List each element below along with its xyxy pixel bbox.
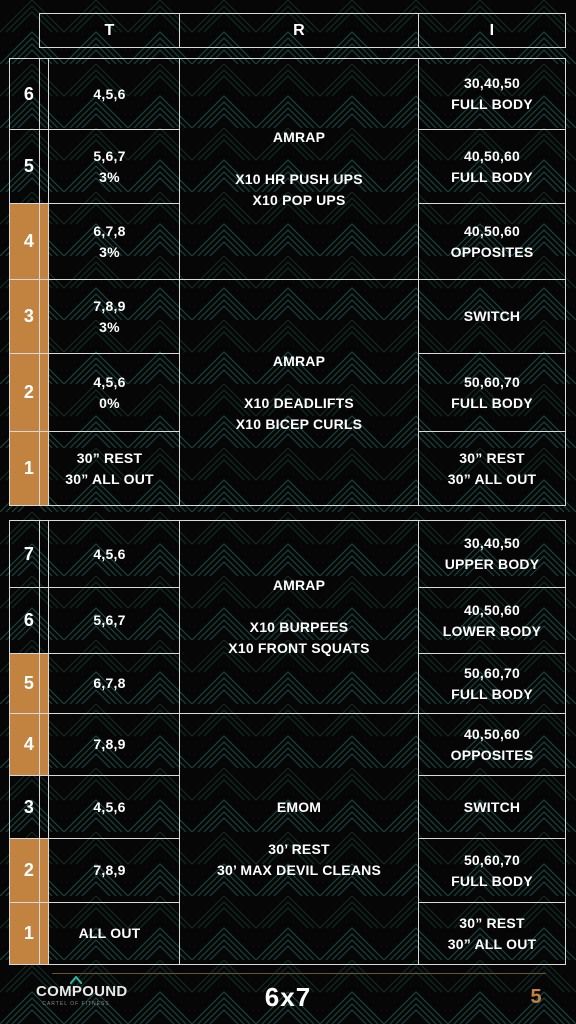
routine-cell xyxy=(179,713,419,965)
cell-text: 1 xyxy=(23,458,35,478)
intensity-cell xyxy=(418,902,566,965)
cell-text: AMRAP xyxy=(272,352,326,369)
cell-text: 7 xyxy=(23,543,35,564)
intensity-cell xyxy=(418,713,566,776)
cell-text: 5 xyxy=(23,673,35,693)
intensity-cell xyxy=(418,587,566,654)
cell-text: 4 xyxy=(23,734,35,754)
header-r: R xyxy=(179,13,419,48)
tempo-cell xyxy=(39,838,180,903)
cell-text: 30” ALL OUT xyxy=(447,935,537,952)
cell-text: 5,6,7 xyxy=(93,147,126,164)
cell-text: 30,40,50 xyxy=(463,535,521,551)
tempo-cell xyxy=(39,653,180,714)
cell-text: 5,6,7 xyxy=(93,612,126,628)
header-t: T xyxy=(39,13,180,48)
tempo-cell xyxy=(39,520,180,588)
cell-text: AMRAP xyxy=(272,129,326,145)
cell-text: X10 POP UPS xyxy=(252,192,346,208)
tempo-cell xyxy=(39,902,180,965)
cell-text: FULL BODY xyxy=(451,872,533,889)
cell-text: 50,60,70 xyxy=(463,373,521,390)
logo-text: COMPOUND xyxy=(36,983,128,1000)
cell-text: 4,5,6 xyxy=(93,373,126,390)
cell-text: OPPOSITES xyxy=(450,243,534,260)
cell-text: LOWER BODY xyxy=(442,622,542,639)
cell-text: 7,8,9 xyxy=(93,736,126,752)
cell-text: 30,40,50 xyxy=(463,75,521,91)
cell-text: 6,7,8 xyxy=(93,675,126,691)
cell-text: 30” REST xyxy=(76,449,143,466)
cell-text: 2 xyxy=(23,382,35,402)
cell-text: FULL BODY xyxy=(451,96,533,112)
cell-text: 4,5,6 xyxy=(93,545,126,562)
page-title: 6x7 xyxy=(264,982,312,1012)
cell-text: SWITCH xyxy=(463,308,521,324)
cell-text: ALL OUT xyxy=(78,925,141,941)
cell-text: 4,5,6 xyxy=(93,85,126,102)
cell-text: 4,5,6 xyxy=(93,798,126,815)
cell-text: X10 HR PUSH UPS xyxy=(235,171,363,187)
cell-text: 30” ALL OUT xyxy=(447,470,537,487)
cell-text: 3 xyxy=(23,306,35,326)
intensity-cell xyxy=(418,653,566,714)
cell-text: 7,8,9 xyxy=(93,297,126,314)
cell-text: 3 xyxy=(23,796,35,817)
cell-text: 30” REST xyxy=(459,914,525,931)
tempo-cell xyxy=(39,713,180,776)
logo-subtext: CARTEL OF FITNESS xyxy=(42,1001,110,1007)
cell-text: 6,7,8 xyxy=(93,222,126,239)
routine-cell xyxy=(179,520,419,714)
cell-text: X10 BURPEES xyxy=(249,619,349,635)
cell-text: 3% xyxy=(99,243,120,260)
cell-text: 1 xyxy=(23,923,35,943)
tempo-cell xyxy=(39,587,180,654)
cell-text: 40,50,60 xyxy=(463,147,521,164)
intensity-cell xyxy=(418,838,566,903)
cell-text: UPPER BODY xyxy=(444,556,540,572)
cell-text: 50,60,70 xyxy=(463,851,521,868)
cell-text: 40,50,60 xyxy=(463,222,521,239)
cell-text: 4 xyxy=(23,231,35,251)
cell-text: SWITCH xyxy=(463,798,521,815)
cell-text: X10 DEADLIFTS xyxy=(244,394,354,411)
cell-text: 40,50,60 xyxy=(463,601,521,618)
cell-text: FULL BODY xyxy=(451,394,533,411)
cell-text: 30’ MAX DEVIL CLEANS xyxy=(216,862,381,878)
page-number: 5 xyxy=(530,986,542,1008)
header-i: I xyxy=(418,13,566,48)
footer-divider xyxy=(52,973,546,974)
cell-text: 6 xyxy=(23,83,35,104)
cell-text: 40,50,60 xyxy=(463,725,521,742)
cell-text: 30” REST xyxy=(459,449,525,466)
cell-text: 5 xyxy=(23,156,35,176)
cell-text: AMRAP xyxy=(272,577,326,593)
cell-text: 6 xyxy=(23,610,35,630)
tempo-cell xyxy=(39,775,180,839)
cell-text: 7,8,9 xyxy=(93,862,126,878)
cell-text: FULL BODY xyxy=(451,168,533,185)
cell-text: X10 BICEP CURLS xyxy=(235,415,363,432)
cell-text: 30” ALL OUT xyxy=(65,470,154,487)
cell-text: 2 xyxy=(23,860,35,880)
cell-text: 0% xyxy=(99,394,120,411)
cell-text: FULL BODY xyxy=(451,685,533,702)
cell-text: 3% xyxy=(99,318,120,335)
cell-text: X10 FRONT SQUATS xyxy=(228,640,370,656)
cell-text: EMOM xyxy=(276,799,322,815)
intensity-cell xyxy=(418,775,566,839)
cell-text: 3% xyxy=(99,168,120,185)
cell-text: 30’ REST xyxy=(268,841,330,857)
intensity-cell xyxy=(418,520,566,588)
cell-text: OPPOSITES xyxy=(450,746,534,763)
cell-text: 50,60,70 xyxy=(463,664,521,681)
